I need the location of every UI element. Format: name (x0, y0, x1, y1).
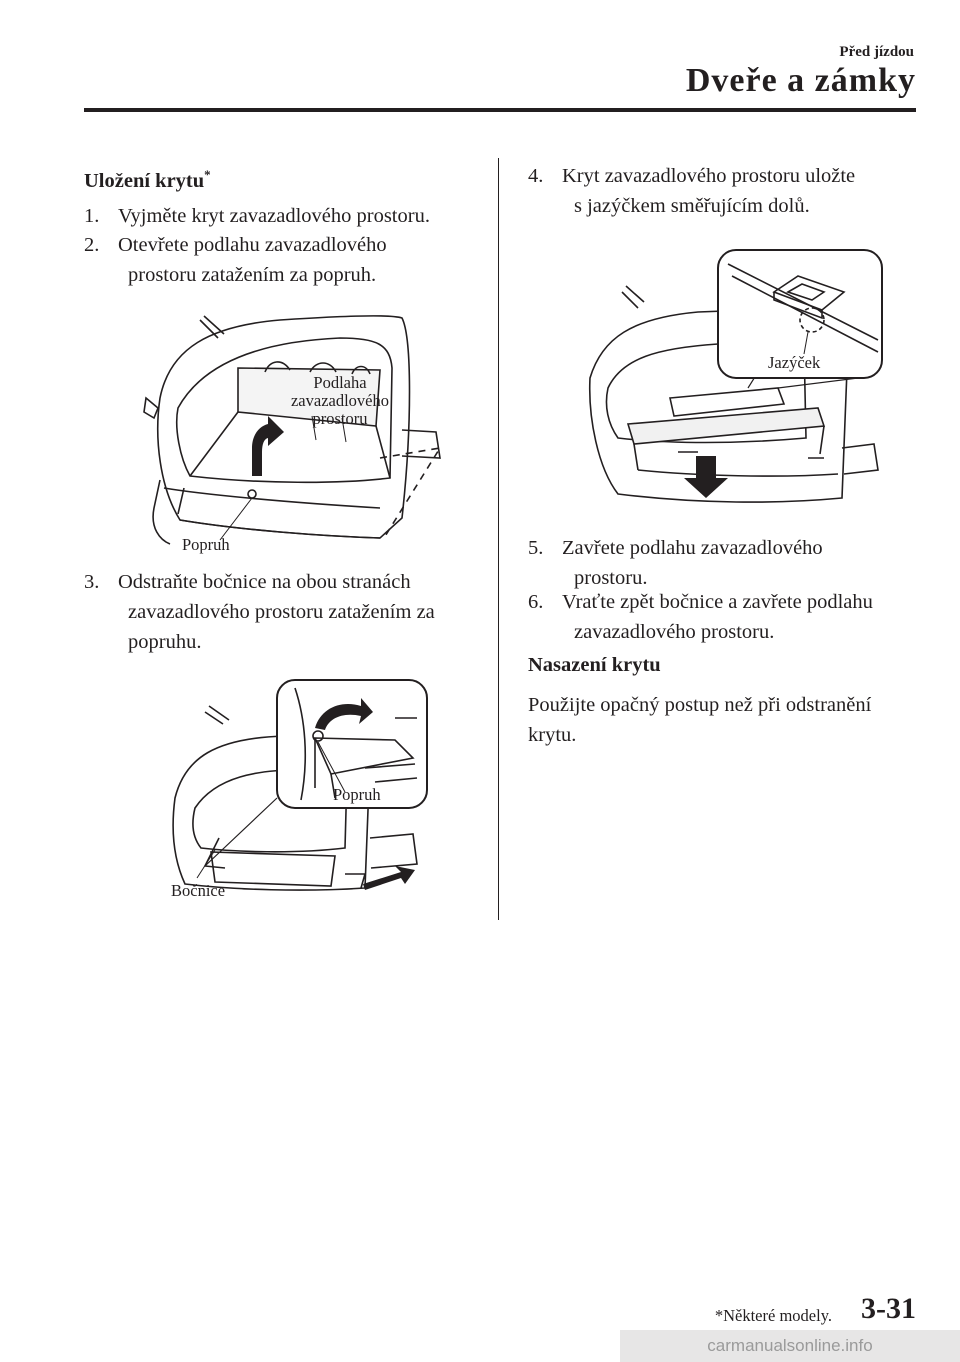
step-line: zavazadlového prostoru zatažením za (128, 601, 435, 623)
column-divider (498, 158, 499, 920)
step-line: Kryt zavazadlového prostoru uložte (562, 165, 856, 187)
label-strap: Popruh (182, 535, 230, 554)
step-number: 3. (84, 571, 100, 593)
heading-text: Uložení krytu (84, 169, 205, 192)
label-tab: Jazýček (768, 353, 821, 372)
step-line: s jazýčkem směřujícím dolů. (574, 195, 810, 217)
step-number: 2. (84, 234, 100, 256)
step-line: Vyjměte kryt zavazadlového prostoru. (118, 205, 430, 227)
step-line: prostoru. (574, 567, 648, 589)
step-1 (84, 201, 484, 231)
step-number: 1. (84, 205, 100, 227)
step-line: Odstraňte bočnice na obou stranách (118, 571, 411, 593)
watermark: carmanualsonline.info (620, 1330, 960, 1362)
step-line: Otevřete podlahu zavazadlového (118, 234, 387, 256)
page-number: 3-31 (861, 1292, 916, 1325)
step-5 (528, 533, 938, 593)
step-4 (528, 161, 938, 221)
step-number: 5. (528, 537, 544, 559)
install-paragraph (528, 690, 938, 750)
step-line: Vraťte zpět bočnice a zavřete podlahu (562, 591, 873, 613)
label-line: zavazadlového (290, 391, 390, 410)
figure-cargo-floor (140, 308, 450, 558)
cargo-floor-drawing (140, 308, 450, 558)
label-line: prostoru (312, 409, 368, 428)
step-line: prostoru zatažením za popruh. (128, 264, 377, 286)
step-6 (528, 587, 938, 647)
step-3 (84, 567, 494, 657)
step-line: zavazadlového prostoru. (574, 621, 775, 643)
label-side-panel: Bočnice (171, 881, 226, 900)
footnote: *Některé modely. (714, 1306, 832, 1325)
section-heading-install: Nasazení krytu (528, 654, 661, 676)
paragraph-line: krytu. (528, 724, 577, 746)
label-strap-inset: Popruh (333, 785, 381, 804)
side-panel-drawing (165, 678, 435, 910)
figure-cover-storage (578, 248, 888, 524)
step-2 (84, 230, 484, 290)
label-cargo-floor (260, 374, 420, 428)
step-number: 6. (528, 591, 544, 613)
cover-storage-drawing (578, 248, 888, 524)
step-number: 4. (528, 165, 544, 187)
figure-side-panels (165, 678, 435, 910)
section-label: Před jízdou (839, 44, 914, 60)
step-line: Zavřete podlahu zavazadlového (562, 537, 823, 559)
header-rule (84, 108, 916, 112)
label-line: Podlaha (313, 373, 367, 392)
step-line: popruhu. (128, 631, 202, 653)
paragraph-line: Použijte opačný postup než při odstranění (528, 694, 872, 716)
footnote-mark: * (204, 167, 211, 182)
page-title: Dveře a zámky (685, 62, 916, 99)
section-heading-storage (84, 167, 211, 193)
